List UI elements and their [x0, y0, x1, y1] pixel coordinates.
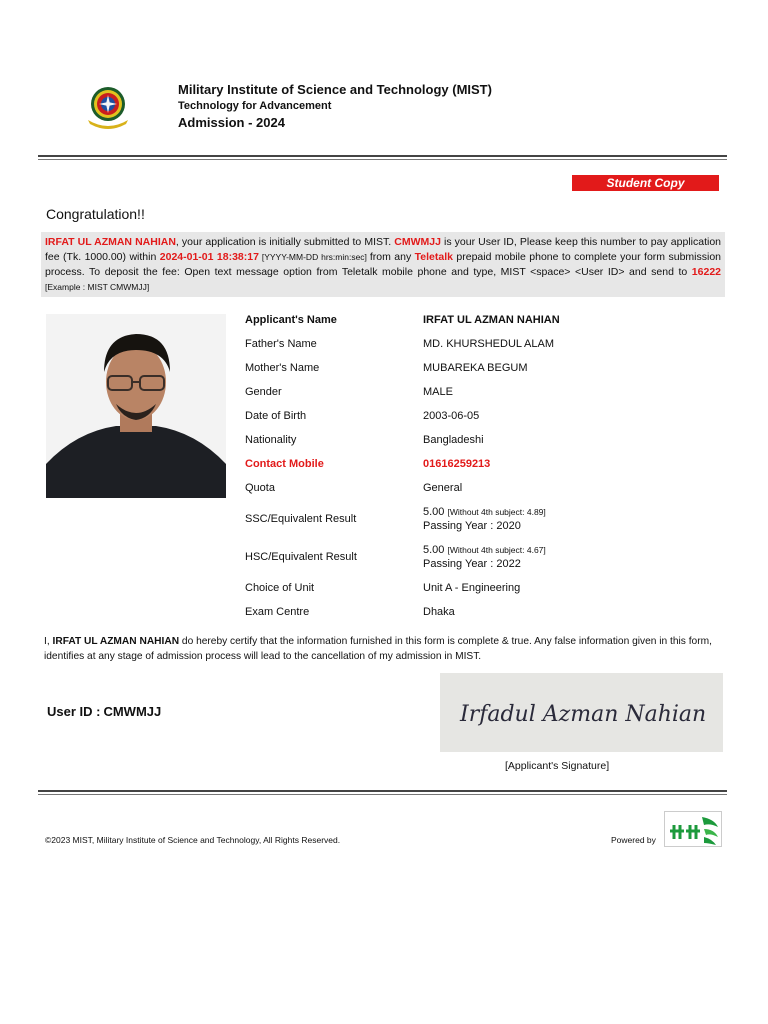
- powered-by-label: Powered by: [611, 835, 656, 845]
- notice-applicant-name: IRFAT UL AZMAN NAHIAN: [45, 236, 176, 248]
- detail-value: MD. KHURSHEDUL ALAM: [423, 338, 555, 350]
- detail-label: SSC/Equivalent Result: [245, 513, 357, 525]
- user-id-label: User ID :: [47, 704, 101, 719]
- signature-text: Irfadul Azman Nahian: [460, 702, 707, 727]
- detail-row-name: [245, 308, 725, 332]
- footer-divider: [38, 790, 727, 795]
- detail-row-hsc: [245, 538, 725, 576]
- hsc-note: [Without 4th subject: 4.67]: [447, 545, 546, 555]
- congratulation-heading: Congratulation!!: [46, 206, 145, 222]
- user-id-display: [44, 704, 161, 719]
- detail-row-father: [245, 332, 725, 356]
- notice-date-format: [YYYY-MM-DD hrs:min:sec]: [258, 252, 370, 262]
- certify-prefix: I,: [44, 636, 53, 647]
- student-copy-badge: Student Copy: [572, 175, 719, 191]
- detail-row-ssc: [245, 500, 725, 538]
- ssc-passing-year: Passing Year : 2020: [423, 520, 521, 532]
- detail-label: Father's Name: [245, 338, 317, 350]
- detail-label: Exam Centre: [245, 606, 310, 618]
- detail-row-unit: [245, 576, 725, 600]
- detail-value: MUBAREKA BEGUM: [423, 362, 528, 374]
- detail-row-centre: [245, 600, 725, 624]
- notice-text-1: , your application is initially submitted to MIST.: [175, 236, 395, 248]
- ssc-note: [Without 4th subject: 4.89]: [447, 507, 546, 517]
- detail-label: Applicant's Name: [245, 314, 337, 326]
- notice-user-id: CMWMJJ: [394, 236, 441, 248]
- hsc-passing-year: Passing Year : 2022: [423, 558, 521, 570]
- ssc-result-line: [423, 505, 546, 519]
- detail-row-mobile: [245, 452, 725, 476]
- certification-statement: [44, 634, 726, 664]
- notice-text-4: prepaid mobile phone to complete your form submission process. To deposit the fee: Open text message option from Teletalk mobile phone and type, MIST <space> <User ID> and send to: [45, 251, 722, 278]
- detail-row-nationality: [245, 428, 725, 452]
- copyright-text: ©2023 MIST, Military Institute of Science and Technology, All Rights Reserved.: [45, 835, 341, 845]
- teletalk-logo-icon: [664, 811, 722, 847]
- notice-operator: Teletalk: [414, 251, 453, 263]
- detail-label: Nationality: [245, 434, 297, 446]
- detail-row-mother: [245, 356, 725, 380]
- hsc-result-line: [423, 543, 546, 557]
- detail-label: Quota: [245, 482, 275, 494]
- detail-value: General: [423, 482, 463, 494]
- detail-value: 2003-06-05: [423, 410, 480, 422]
- detail-value: [423, 500, 546, 538]
- detail-label: Contact Mobile: [245, 458, 324, 470]
- detail-label: Choice of Unit: [245, 582, 315, 594]
- ssc-gpa: 5.00: [423, 506, 445, 518]
- institution-tagline: Technology for Advancement: [178, 100, 332, 112]
- notice-text-2: is your User ID, Please keep this number to pay application fee (Tk. 1000.00) within: [45, 236, 721, 263]
- detail-value: Bangladeshi: [423, 434, 484, 446]
- applicant-details-table: [245, 308, 725, 624]
- header: [0, 0, 768, 150]
- detail-value: MALE: [423, 386, 453, 398]
- detail-label: Date of Birth: [245, 410, 307, 422]
- applicant-signature-image: [440, 673, 723, 752]
- detail-value: Dhaka: [423, 606, 455, 618]
- notice-example: [Example : MIST CMWMJJ]: [45, 282, 150, 292]
- notice-short-code: 16222: [691, 266, 721, 278]
- detail-label: Mother's Name: [245, 362, 320, 374]
- detail-row-gender: [245, 380, 725, 404]
- notice-text-3: from any: [369, 251, 415, 263]
- detail-row-dob: [245, 404, 725, 428]
- certify-name: IRFAT UL AZMAN NAHIAN: [52, 636, 180, 647]
- detail-value: IRFAT UL AZMAN NAHIAN: [423, 314, 560, 326]
- detail-value: Unit A - Engineering: [423, 582, 521, 594]
- user-id-value: CMWMJJ: [103, 704, 162, 719]
- detail-label: Gender: [245, 386, 282, 398]
- detail-row-quota: [245, 476, 725, 500]
- admission-year: Admission - 2024: [178, 115, 285, 130]
- applicant-photo: [46, 314, 226, 498]
- detail-label: HSC/Equivalent Result: [245, 551, 357, 563]
- detail-value: [423, 538, 546, 576]
- mist-crest-icon: [84, 82, 132, 130]
- submission-notice: [41, 232, 725, 297]
- notice-deadline: 2024-01-01 18:38:17: [159, 251, 259, 263]
- hsc-gpa: 5.00: [423, 544, 445, 556]
- detail-value: 01616259213: [423, 458, 491, 470]
- signature-caption: [Applicant's Signature]: [505, 760, 610, 772]
- header-divider: [38, 155, 727, 160]
- certify-text: do hereby certify that the information furnished in this form is complete & true. Any false information given in this form, identifies at any stage of admission process will lead to the cancellation of my admission in MIST.: [44, 636, 712, 662]
- institution-name: Military Institute of Science and Technology (MIST): [178, 82, 492, 97]
